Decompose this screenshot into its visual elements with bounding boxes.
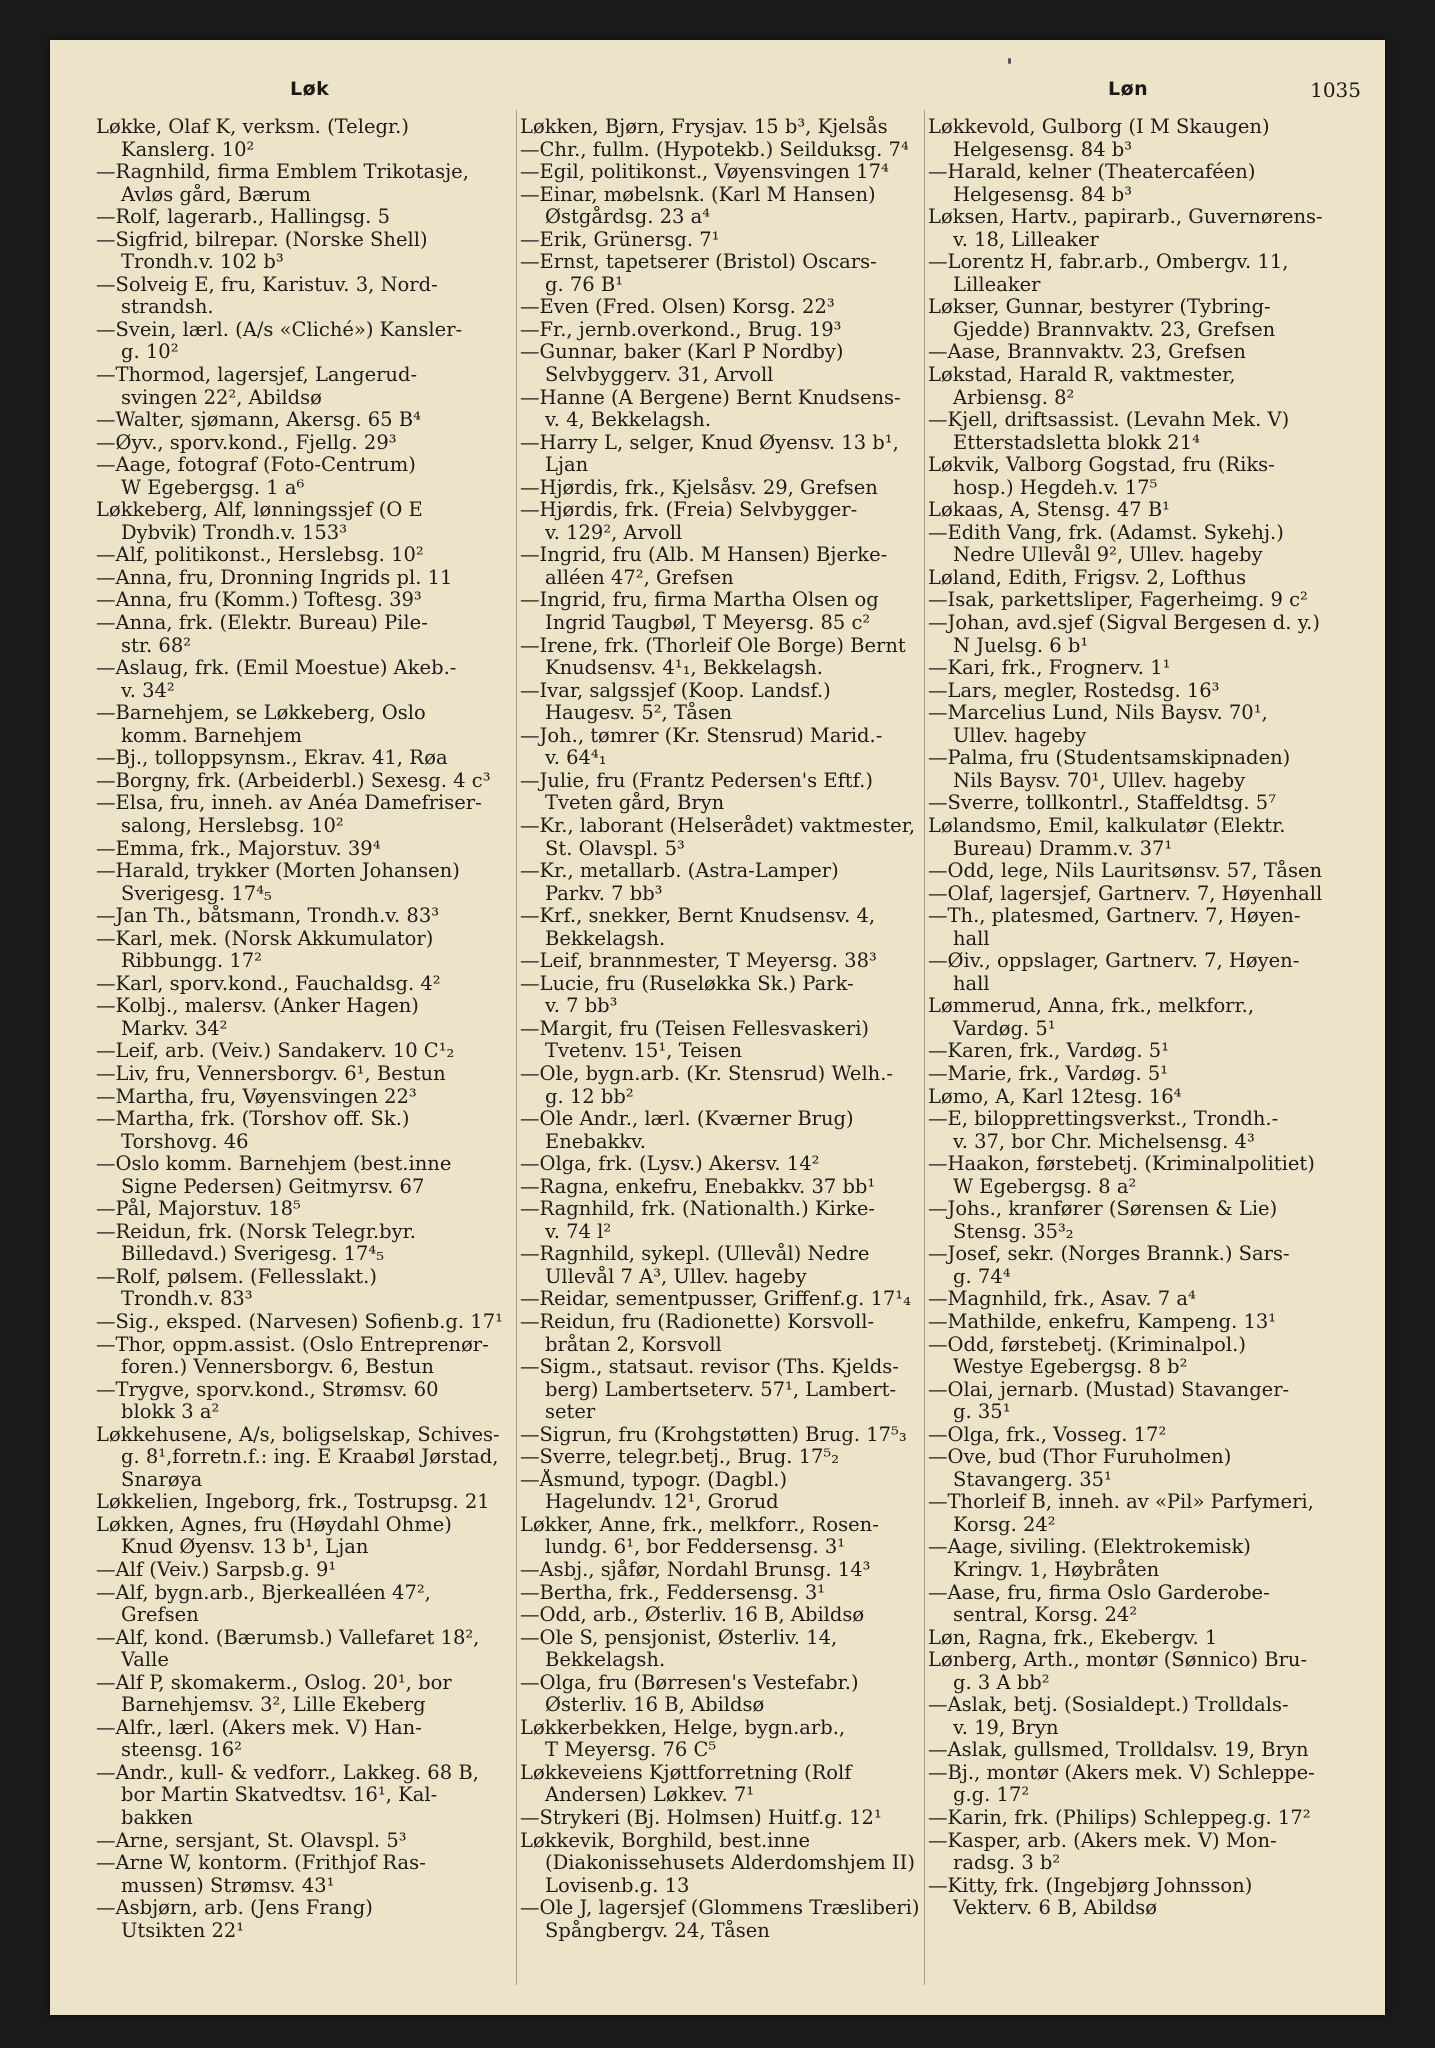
directory-entry: —Isak, parkettsliper, Fagerheimg. 9 c² (928, 589, 1308, 612)
directory-entry-continuation: v. 18, Lilleaker (953, 228, 1099, 251)
directory-entry-continuation: Etterstadsletta blokk 21⁴ (953, 431, 1200, 454)
directory-entry: —Joh., tømrer (Kr. Stensrud) Marid.- (520, 724, 883, 747)
directory-entry: —Erik, Grünersg. 7¹ (520, 228, 720, 251)
directory-entry-continuation: bor Martin Skatvedtsv. 16¹, Kal- (121, 1784, 438, 1807)
directory-entry-continuation: Nedre Ullevål 9², Ullev. hageby (953, 544, 1263, 567)
directory-entry: —Reidar, sementpusser, Griffenf.g. 17¹₄ (520, 1288, 911, 1311)
directory-entry: Løland, Edith, Frigsv. 2, Lofthus (928, 566, 1247, 589)
directory-entry: —Edith Vang, frk. (Adamst. Sykehj.) (928, 521, 1284, 544)
directory-entry-continuation: Korsg. 24² (953, 1513, 1056, 1536)
directory-entry-continuation: Ljan (545, 454, 589, 477)
directory-entry-continuation: Ribbungg. 17² (121, 950, 262, 973)
directory-entry: —Julie, fru (Frantz Pedersen's Eftf.) (520, 769, 873, 792)
directory-entry-continuation: W Egebergsg. 8 a² (953, 1175, 1137, 1198)
directory-entry-continuation: Knud Øyensv. 13 b¹, Ljan (121, 1536, 369, 1559)
directory-entry: —Arne, sersjant, St. Olavspl. 5³ (96, 1829, 407, 1852)
directory-entry-continuation: Kanslerg. 10² (121, 138, 255, 161)
directory-entry: —E, bilopprettingsverkst., Trondh.- (928, 1108, 1279, 1131)
directory-entry-continuation: str. 68² (121, 634, 192, 657)
header-right-word: Løn (1108, 78, 1149, 100)
directory-entry: —Rolf, lagerarb., Hallingsg. 5 (96, 206, 390, 229)
directory-entry: —Emma, frk., Majorstuv. 39⁴ (96, 837, 381, 860)
directory-entry-continuation: v. 7 bb³ (545, 995, 618, 1018)
directory-page (50, 40, 1385, 2015)
column-divider (516, 110, 517, 1985)
directory-entry: Løkkelien, Ingeborg, frk., Tostrupsg. 21 (96, 1491, 490, 1514)
directory-entry-continuation: svingen 22², Abildsø (121, 386, 322, 409)
directory-entry: Løkken, Agnes, fru (Høydahl Ohme) (96, 1513, 452, 1536)
directory-entry: —Strykeri (Bj. Holmsen) Huitf.g. 12¹ (520, 1807, 882, 1830)
directory-entry: —Fr., jernb.overkond., Brug. 19³ (520, 318, 842, 341)
directory-entry: —Olai, jernarb. (Mustad) Stavanger- (928, 1378, 1290, 1401)
directory-entry-continuation: Vekterv. 6 B, Abildsø (953, 1897, 1158, 1920)
directory-entry: —Odd, førstebetj. (Kriminalpol.) (928, 1333, 1246, 1356)
directory-entry: —Palma, fru (Studentsamskipnaden) (928, 747, 1291, 770)
directory-entry-continuation: Hagelundv. 12¹, Grorud (545, 1491, 779, 1514)
directory-entry: —Anna, fru, Dronning Ingrids pl. 11 (96, 566, 453, 589)
directory-entry: —Aslak, gullsmed, Trolldalsv. 19, Bryn (928, 1739, 1309, 1762)
directory-entry: —Kjell, driftsassist. (Levahn Mek. V) (928, 409, 1290, 432)
directory-entry: —Kr., metallarb. (Astra-Lamper) (520, 860, 839, 883)
directory-entry: —Ingrid, fru (Alb. M Hansen) Bjerke- (520, 544, 888, 567)
directory-entry: —Kari, frk., Frognerv. 1¹ (928, 657, 1171, 680)
directory-entry: —Josef, sekr. (Norges Brannk.) Sars- (928, 1243, 1290, 1266)
directory-entry-continuation: Barnehjemsv. 3², Lille Ekeberg (121, 1694, 426, 1717)
directory-entry: —Sigrun, fru (Krohgstøtten) Brug. 17⁵₃ (520, 1423, 907, 1446)
directory-entry: —Ole, bygn.arb. (Kr. Stensrud) Welh.- (520, 1062, 894, 1085)
directory-entry-continuation: St. Olavspl. 5³ (545, 837, 685, 860)
directory-entry-continuation: Torshovg. 46 (121, 1130, 249, 1153)
directory-entry-continuation: Enebakkv. (545, 1130, 646, 1153)
directory-entry-continuation: Dybvik) Trondh.v. 153³ (121, 521, 348, 544)
directory-entry: —Ragnhild, firma Emblem Trikotasje, (96, 161, 469, 184)
directory-entry: —Olga, frk., Vosseg. 17² (928, 1423, 1167, 1446)
directory-entry: —Margit, fru (Teisen Fellesvaskeri) (520, 1017, 870, 1040)
directory-entry: —Sverre, tollkontrl., Staffeldtsg. 5⁷ (928, 792, 1277, 815)
directory-entry-continuation: blokk 3 a² (121, 1401, 220, 1424)
directory-entry-continuation: g. 74⁴ (953, 1265, 1011, 1288)
directory-entry: —Mathilde, enkefru, Kampeng. 13¹ (928, 1310, 1277, 1333)
directory-entry: Løn, Ragna, frk., Ekebergv. 1 (928, 1626, 1218, 1649)
directory-entry: —Alf, bygn.arb., Bjerkealléen 47², (96, 1581, 431, 1604)
directory-entry-continuation: mussen) Strømsv. 43¹ (121, 1874, 335, 1897)
directory-entry-continuation: Tvetenv. 15¹, Teisen (545, 1040, 742, 1063)
directory-entry-continuation: Østerliv. 16 B, Abildsø (545, 1694, 765, 1717)
directory-entry: —Kitty, frk. (Ingebjørg Johnsson) (928, 1874, 1253, 1897)
directory-entry-continuation: g.g. 17² (953, 1784, 1030, 1807)
directory-entry: —Elsa, fru, inneh. av Anéa Damefriser- (96, 792, 482, 815)
directory-entry-continuation: Tveten gård, Bryn (545, 792, 725, 815)
column-1 (96, 116, 514, 1942)
directory-entry: —Karin, frk. (Philips) Schleppeg.g. 17² (928, 1807, 1311, 1830)
directory-entry-continuation: W Egebergsg. 1 a⁶ (121, 476, 305, 499)
directory-entry-continuation: komm. Barnehjem (121, 724, 302, 747)
directory-entry-continuation: Knudsensv. 4¹₁, Bekkelagsh. (545, 657, 823, 680)
directory-entry: —Johan, avd.sjef (Sigval Bergesen d. y.) (928, 612, 1320, 635)
directory-entry: Løkkevik, Borghild, best.inne (520, 1829, 811, 1852)
directory-entry-continuation: Stavangerg. 35¹ (953, 1468, 1112, 1491)
directory-entry: —Karl, mek. (Norsk Akkumulator) (96, 927, 434, 950)
directory-entry: —Lorentz H, fabr.arb., Ombergv. 11, (928, 251, 1289, 274)
directory-entry: —Karl, sporv.kond., Fauchaldsg. 4² (96, 972, 441, 995)
directory-entry: —Thor, oppm.assist. (Oslo Entreprenør- (96, 1333, 489, 1356)
directory-entry: —Alfr., lærl. (Akers mek. V) Han- (96, 1716, 422, 1739)
directory-entry: —Oslo komm. Barnehjem (best.inne (96, 1153, 452, 1176)
directory-entry: —Ragnhild, sykepl. (Ullevål) Nedre (520, 1243, 870, 1266)
directory-entry-continuation: v. 4, Bekkelagsh. (545, 409, 712, 432)
directory-entry: —Svein, lærl. (A/s «Cliché») Kansler- (96, 318, 463, 341)
directory-entry: —Bertha, frk., Feddersensg. 3¹ (520, 1581, 826, 1604)
directory-entry: —Åsmund, typogr. (Dagbl.) (520, 1468, 788, 1491)
directory-entry: —Reidun, fru (Radionette) Korsvoll- (520, 1310, 875, 1333)
directory-entry: Løkkehusene, A/s, boligselskap, Schives- (96, 1423, 500, 1446)
directory-entry: —Lucie, fru (Ruseløkka Sk.) Park- (520, 972, 854, 995)
header-left-word: Løk (290, 78, 330, 100)
directory-entry-continuation: Trondh.v. 102 b³ (121, 251, 284, 274)
directory-entry: —Harald, kelner (Theatercaféen) (928, 161, 1256, 184)
directory-entry: —Pål, Majorstuv. 18⁵ (96, 1198, 301, 1221)
directory-entry-continuation: bråtan 2, Korsvoll (545, 1333, 722, 1356)
directory-entry-continuation: berg) Lambertseterv. 57¹, Lambert- (545, 1378, 897, 1401)
directory-entry: —Irene, frk. (Thorleif Ole Borge) Bernt (520, 634, 906, 657)
directory-entry: —Trygve, sporv.kond., Strømsv. 60 (96, 1378, 439, 1401)
directory-entry: —Walter, sjømann, Akersg. 65 B⁴ (96, 409, 421, 432)
directory-entry: —Martha, frk. (Torshov off. Sk.) (96, 1108, 410, 1131)
directory-entry: —Borgny, frk. (Arbeiderbl.) Sexesg. 4 c³ (96, 769, 491, 792)
directory-entry: —Th., platesmed, Gartnerv. 7, Høyen- (928, 905, 1301, 928)
directory-entry-continuation: Kringv. 1, Høybråten (953, 1559, 1160, 1581)
directory-entry: —Sverre, telegr.betj., Brug. 17⁵₂ (520, 1446, 840, 1469)
directory-entry: Løksen, Hartv., papirarb., Guvernørens- (928, 206, 1323, 229)
directory-entry: —Ingrid, fru, firma Martha Olsen og (520, 589, 879, 612)
directory-entry: Løkvik, Valborg Gogstad, fru (Riks- (928, 454, 1275, 477)
directory-entry: —Barnehjem, se Løkkeberg, Oslo (96, 702, 426, 725)
directory-entry: —Kolbj., malersv. (Anker Hagen) (96, 995, 419, 1018)
directory-entry: —Bj., montør (Akers mek. V) Schleppe- (928, 1761, 1315, 1784)
directory-entry: —Kasper, arb. (Akers mek. V) Mon- (928, 1829, 1277, 1852)
directory-entry: —Magnhild, frk., Asav. 7 a⁴ (928, 1288, 1196, 1311)
directory-entry-continuation: Avløs gård, Bærum (121, 183, 311, 206)
directory-entry-continuation: Ullevål 7 A³, Ullev. hageby (545, 1265, 807, 1288)
directory-entry: —Egil, politikonst., Vøyensvingen 17⁴ (520, 161, 889, 184)
directory-entry-continuation: Westye Egebergsg. 8 b² (953, 1356, 1188, 1379)
directory-entry: —Ernst, tapetserer (Bristol) Oscars- (520, 251, 877, 274)
directory-entry: —Aslak, betj. (Sosialdept.) Trolldals- (928, 1694, 1289, 1717)
directory-entry-continuation: hosp.) Hegdeh.v. 17⁵ (953, 476, 1158, 499)
directory-entry: —Harry L, selger, Knud Øyensv. 13 b¹, (520, 431, 899, 454)
directory-entry: —Einar, møbelsnk. (Karl M Hansen) (520, 183, 876, 206)
directory-entry-continuation: steensg. 16² (121, 1739, 242, 1762)
directory-entry: —Krf., snekker, Bernt Knudsensv. 4, (520, 905, 876, 928)
directory-entry-continuation: Andersen) Løkkev. 7¹ (545, 1784, 755, 1807)
directory-entry: —Sigm., statsaut. revisor (Ths. Kjelds- (520, 1356, 899, 1379)
directory-entry: Løkker, Anne, frk., melkforr., Rosen- (520, 1513, 879, 1536)
directory-entry: Løkkeveiens Kjøttforretning (Rolf (520, 1761, 852, 1784)
directory-entry: —Leif, brannmester, T Meyersg. 38³ (520, 950, 877, 973)
directory-entry: —Johs., kranfører (Sørensen & Lie) (928, 1198, 1278, 1221)
directory-entry: —Arne W, kontorm. (Frithjof Ras- (96, 1852, 426, 1875)
directory-entry-continuation: Østgårdsg. 23 a⁴ (545, 206, 711, 229)
directory-entry: —Sig., eksped. (Narvesen) Sofienb.g. 17¹ (96, 1310, 503, 1333)
directory-entry-continuation: (Diakonissehusets Alderdomshjem II) (545, 1852, 915, 1875)
directory-entry: —Ole Andr., lærl. (Kværner Brug) (520, 1108, 854, 1131)
directory-entry: Løkser, Gunnar, bestyrer (Tybring- (928, 296, 1271, 319)
directory-entry-continuation: foren.) Vennersborgv. 6, Bestun (121, 1356, 434, 1379)
directory-entry-continuation: g. 76 B¹ (545, 273, 624, 296)
directory-entry-continuation: seter (545, 1401, 596, 1424)
directory-entry-continuation: g. 3 A bb² (953, 1671, 1050, 1694)
directory-entry-continuation: Grefsen (121, 1604, 199, 1627)
directory-entry: —Solveig E, fru, Karistuv. 3, Nord- (96, 273, 438, 296)
directory-entry-continuation: Spångbergv. 24, Tåsen (545, 1919, 770, 1942)
directory-entry: —Alf P, skomakerm., Oslog. 20¹, bor (96, 1671, 452, 1694)
print-speck (1008, 58, 1011, 64)
directory-entry: —Harald, trykker (Morten Johansen) (96, 860, 460, 883)
directory-entry: —Olga, fru (Børresen's Vestefabr.) (520, 1671, 859, 1694)
directory-entry-continuation: Gjedde) Brannvaktv. 23, Grefsen (953, 318, 1276, 341)
directory-entry-continuation: Lovisenb.g. 13 (545, 1874, 690, 1897)
directory-entry: —Anna, fru (Komm.) Toftesg. 39³ (96, 589, 422, 612)
directory-entry-continuation: Nils Baysv. 70¹, Ullev. hageby (953, 769, 1246, 792)
directory-entry: —Hjørdis, frk. (Freia) Selvbygger- (520, 499, 858, 522)
directory-entry: —Aslaug, frk. (Emil Moestue) Akeb.- (96, 657, 457, 680)
directory-entry: —Anna, frk. (Elektr. Bureau) Pile- (96, 612, 428, 635)
directory-entry-continuation: g. 10² (121, 341, 179, 364)
directory-entry: —Chr., fullm. (Hypotekb.) Seilduksg. 7⁴ (520, 138, 909, 161)
directory-entry-continuation: N Juelsg. 6 b¹ (953, 634, 1089, 657)
directory-entry-continuation: radsg. 3 b² (953, 1852, 1061, 1875)
directory-entry-continuation: salong, Herslebsg. 10² (121, 814, 344, 837)
directory-entry: Løkken, Bjørn, Frysjav. 15 b³, Kjelsås (520, 116, 888, 138)
directory-entry-continuation: Billedavd.) Sverigesg. 17⁴₅ (121, 1243, 385, 1266)
directory-entry: —Thorleif B, inneh. av «Pil» Parfymeri, (928, 1491, 1314, 1514)
directory-entry: —Reidun, frk. (Norsk Telegr.byr. (96, 1220, 417, 1243)
directory-entry: —Lars, megler, Rostedsg. 16³ (928, 679, 1220, 702)
directory-entry-continuation: Parkv. 7 bb³ (545, 882, 663, 905)
directory-entry: —Sigfrid, bilrepar. (Norske Shell) (96, 228, 428, 251)
directory-entry-continuation: Valle (121, 1649, 169, 1672)
directory-entry: —Kr., laborant (Helserådet) vaktmester, (520, 814, 916, 837)
directory-entry-continuation: Haugesv. 5², Tåsen (545, 702, 733, 725)
directory-entry: —Leif, arb. (Veiv.) Sandakerv. 10 C¹₂ (96, 1040, 455, 1063)
directory-entry: —Ragna, enkefru, Enebakkv. 37 bb¹ (520, 1175, 876, 1198)
directory-entry-continuation: sentral, Korsg. 24² (953, 1604, 1138, 1627)
directory-entry-continuation: v. 19, Bryn (953, 1716, 1059, 1739)
directory-entry-continuation: Vardøg. 5¹ (953, 1017, 1056, 1040)
directory-entry-continuation: alléen 47², Grefsen (545, 566, 734, 589)
directory-entry: —Olaf, lagersjef, Gartnerv. 7, Høyenhall (928, 882, 1323, 905)
directory-entry: —Odd, lege, Nils Lauritsønsv. 57, Tåsen (928, 860, 1323, 883)
directory-entry-continuation: lundg. 6¹, bor Feddersensg. 3¹ (545, 1536, 846, 1559)
directory-entry: —Marcelius Lund, Nils Baysv. 70¹, (928, 702, 1268, 725)
directory-entry-continuation: Arbiensg. 8² (953, 386, 1075, 409)
directory-entry: —Bj., tolloppsynsm., Ekrav. 41, Røa (96, 747, 448, 770)
directory-entry-continuation: Stensg. 35³₂ (953, 1220, 1074, 1243)
directory-entry-continuation: strandsh. (121, 296, 214, 319)
directory-entry: —Andr., kull- & vedforr., Lakkeg. 68 B, (96, 1761, 479, 1784)
running-header (50, 78, 1385, 108)
directory-entry-continuation: Utsikten 22¹ (121, 1919, 245, 1942)
directory-entry: —Ove, bud (Thor Furuholmen) (928, 1446, 1232, 1469)
directory-entry-continuation: Markv. 34² (121, 1017, 228, 1040)
directory-entry: —Aage, siviling. (Elektrokemisk) (928, 1536, 1251, 1559)
directory-entry: —Alf, kond. (Bærumsb.) Vallefaret 18², (96, 1626, 480, 1649)
directory-entry: —Aase, Brannvaktv. 23, Grefsen (928, 341, 1246, 364)
directory-entry: —Olga, frk. (Lysv.) Akersv. 14² (520, 1153, 820, 1176)
directory-entry-continuation: g. 12 bb² (545, 1085, 634, 1108)
directory-entry: Løkstad, Harald R, vaktmester, (928, 364, 1236, 387)
directory-entry-continuation: hall (953, 927, 990, 950)
directory-entry: —Øyv., sporv.kond., Fjellg. 29³ (96, 431, 397, 454)
directory-entry: —Aage, fotograf (Foto-Centrum) (96, 454, 416, 477)
directory-entry-continuation: Ullev. hageby (953, 724, 1087, 747)
directory-entry-continuation: bakken (121, 1807, 193, 1830)
directory-entry-continuation: Ingrid Taugbøl, T Meyersg. 85 c² (545, 612, 871, 635)
directory-entry-continuation: v. 129², Arvoll (545, 521, 683, 544)
directory-entry: Lømo, A, Karl 12tesg. 16⁴ (928, 1085, 1182, 1108)
directory-entry-continuation: v. 34² (121, 679, 175, 702)
directory-entry-continuation: Selvbyggerv. 31, Arvoll (545, 364, 774, 387)
directory-entry: —Ivar, salgssjef (Koop. Landsf.) (520, 679, 831, 702)
directory-entry-continuation: v. 74 l² (545, 1220, 612, 1243)
column-3 (928, 116, 1364, 1920)
directory-entry-continuation: Snarøya (121, 1468, 203, 1491)
directory-entry: Løkkerbekken, Helge, bygn.arb., (520, 1716, 846, 1739)
directory-entry: —Rolf, pølsem. (Fellesslakt.) (96, 1265, 377, 1288)
directory-entry-continuation: Lilleaker (953, 273, 1041, 296)
directory-entry: Løkkeberg, Alf, lønningssjef (O E (96, 499, 423, 522)
directory-entry: —Marie, frk., Vardøg. 5¹ (928, 1062, 1169, 1085)
column-2 (520, 116, 965, 1942)
directory-entry-continuation: Sverigesg. 17⁴₅ (121, 882, 272, 905)
directory-entry: Lønberg, Arth., montør (Sønnico) Bru- (928, 1649, 1308, 1672)
directory-entry-continuation: Signe Pedersen) Geitmyrsv. 67 (121, 1175, 425, 1198)
directory-entry: —Odd, arb., Østerliv. 16 B, Abildsø (520, 1604, 865, 1627)
directory-entry: —Liv, fru, Vennersborgv. 6¹, Bestun (96, 1062, 446, 1085)
directory-entry: Løkaas, A, Stensg. 47 B¹ (928, 499, 1170, 522)
directory-entry-continuation: v. 37, bor Chr. Michelsensg. 4³ (953, 1130, 1255, 1153)
directory-entry: —Haakon, førstebetj. (Kriminalpolitiet) (928, 1153, 1315, 1176)
directory-entry-continuation: hall (953, 972, 990, 995)
directory-entry-continuation: v. 64⁴₁ (545, 747, 607, 770)
directory-entry: —Ragnhild, frk. (Nationalth.) Kirke- (520, 1198, 875, 1221)
directory-entry-continuation: Bekkelagsh. (545, 927, 666, 950)
directory-entry: Løkke, Olaf K, verksm. (Telegr.) (96, 116, 409, 138)
directory-entry: —Ole S, pensjonist, Østerliv. 14, (520, 1626, 838, 1649)
directory-entry: —Asbjørn, arb. (Jens Frang) (96, 1897, 373, 1920)
directory-entry: —Aase, fru, firma Oslo Garderobe- (928, 1581, 1270, 1604)
directory-entry: —Øiv., oppslager, Gartnerv. 7, Høyen- (928, 950, 1300, 973)
directory-entry: —Alf (Veiv.) Sarpsb.g. 9¹ (96, 1559, 337, 1581)
directory-entry: —Karen, frk., Vardøg. 5¹ (928, 1040, 1170, 1063)
directory-entry: —Ole J, lagersjef (Glommens Træsliberi) (520, 1897, 920, 1920)
directory-entry-continuation: T Meyersg. 76 C⁵ (545, 1739, 717, 1762)
directory-entry-continuation: Helgesensg. 84 b³ (953, 183, 1133, 206)
page-number: 1035 (1310, 78, 1361, 102)
directory-entry: —Martha, fru, Vøyensvingen 22³ (96, 1085, 417, 1108)
directory-entry: —Thormod, lagersjef, Langerud- (96, 364, 418, 387)
directory-entry: —Even (Fred. Olsen) Korsg. 22³ (520, 296, 835, 319)
directory-entry: —Alf, politikonst., Herslebsg. 10² (96, 544, 424, 567)
directory-entry-continuation: Bekkelagsh. (545, 1649, 666, 1672)
directory-entry: Lølandsmo, Emil, kalkulatør (Elektr. (928, 814, 1286, 837)
directory-entry-continuation: g. 35¹ (953, 1401, 1011, 1424)
directory-entry: Lømmerud, Anna, frk., melkforr., (928, 995, 1255, 1018)
directory-entry: —Jan Th., båtsmann, Trondh.v. 83³ (96, 905, 440, 928)
directory-entry-continuation: g. 8¹,forretn.f.: ing. E Kraabøl Jørstad, (121, 1446, 499, 1469)
directory-entry-continuation: Trondh.v. 83³ (121, 1288, 253, 1311)
directory-entry-continuation: Helgesensg. 84 b³ (953, 138, 1133, 161)
directory-entry: —Hjørdis, frk., Kjelsåsv. 29, Grefsen (520, 476, 878, 499)
directory-entry: —Gunnar, baker (Karl P Nordby) (520, 341, 844, 364)
directory-entry: Løkkevold, Gulborg (I M Skaugen) (928, 116, 1270, 138)
directory-entry: —Asbj., sjåfør, Nordahl Brunsg. 14³ (520, 1559, 871, 1581)
directory-entry: —Hanne (A Bergene) Bernt Knudsens- (520, 386, 901, 409)
directory-entry-continuation: Bureau) Dramm.v. 37¹ (953, 837, 1173, 860)
